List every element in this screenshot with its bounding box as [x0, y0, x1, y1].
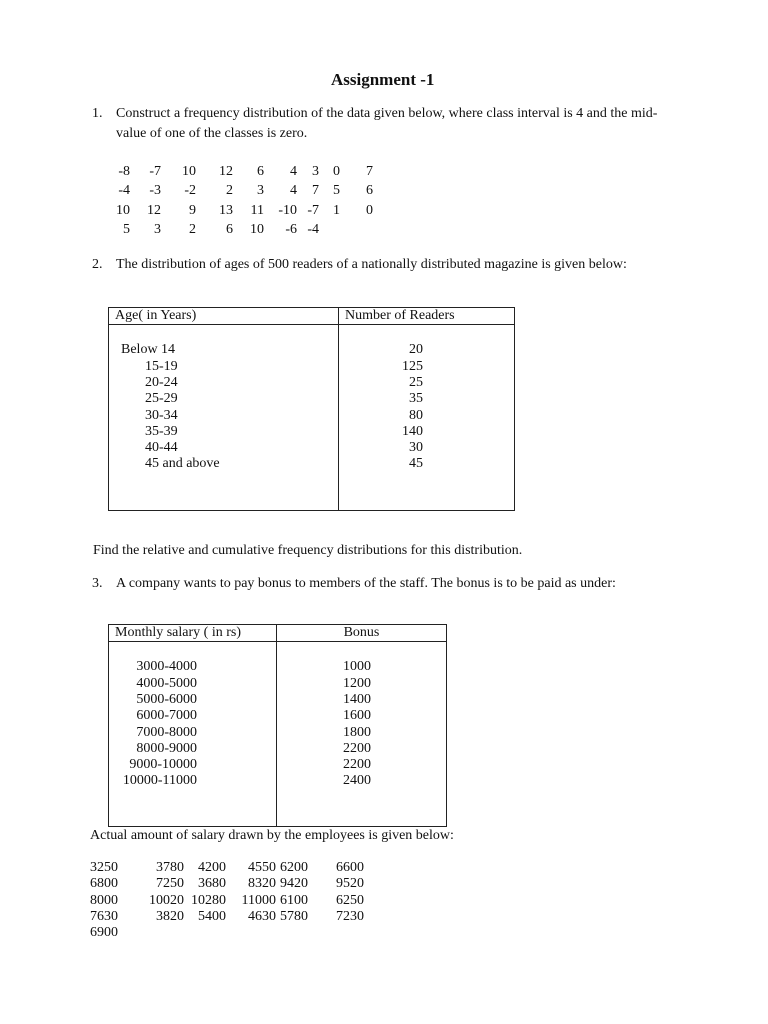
- data-value: 3: [154, 221, 161, 237]
- data-value: 6: [257, 164, 264, 179]
- data-value: -8: [118, 164, 130, 179]
- data-value: 0: [333, 164, 340, 179]
- data-value: 0: [366, 202, 373, 218]
- bonus-column: [277, 642, 447, 827]
- question-3-text: A company wants to pay bonus to members of the staff. The bonus is to be paid as under:: [116, 576, 616, 591]
- age-column: [109, 325, 339, 511]
- question-2-number: 2.: [92, 257, 103, 272]
- data-value: -6: [285, 221, 297, 237]
- salary-value: 9420: [280, 876, 308, 892]
- bonus-amount: 1800: [343, 724, 371, 740]
- data-value: 3: [257, 183, 264, 199]
- bonus-amount: 2200: [343, 740, 371, 756]
- age-group: 25-29: [145, 391, 178, 407]
- salary-value: 4550: [248, 860, 276, 875]
- salary-value: 7230: [336, 908, 364, 924]
- salary-value: 6250: [336, 892, 364, 908]
- question-3-follow-up: Actual amount of salary drawn by the employees is given below:: [90, 828, 454, 843]
- data-value: 4: [290, 183, 297, 199]
- salary-value: 6100: [280, 892, 308, 908]
- salary-value: 5780: [280, 908, 308, 924]
- assignment-title: Assignment -1: [331, 70, 435, 89]
- data-value: -7: [149, 164, 161, 179]
- reader-count: 25: [409, 375, 423, 390]
- salary-value: 8320: [248, 876, 276, 892]
- salary-value: 7630: [90, 908, 118, 924]
- salary-value: 3780: [156, 860, 184, 875]
- data-value: 2: [189, 221, 196, 237]
- salary-range-column: [109, 642, 277, 827]
- data-value: 7: [366, 164, 373, 179]
- data-value: -2: [184, 183, 196, 199]
- bonus-amount: 2200: [343, 757, 371, 773]
- question-2-follow-up: Find the relative and cumulative frequency distributions for this distribution.: [93, 543, 523, 558]
- salary-value: 9520: [336, 876, 364, 892]
- data-value: 4: [290, 164, 297, 179]
- data-value: 10: [116, 202, 130, 218]
- question-1-text-line2: value of one of the classes is zero.: [116, 126, 308, 141]
- salary-value: 6900: [90, 925, 118, 941]
- salary-value: 3680: [198, 876, 226, 892]
- data-value: 12: [219, 164, 233, 179]
- reader-count: 125: [402, 358, 423, 374]
- salary-value: 4630: [248, 908, 276, 924]
- data-value: 10: [182, 164, 196, 179]
- salary-value: 6600: [336, 860, 364, 875]
- data-value: 6: [226, 221, 233, 237]
- data-value: -7: [307, 202, 319, 218]
- salary-range: 6000-7000: [136, 708, 197, 724]
- data-value: -3: [149, 183, 161, 199]
- question-1-text-line1: Construct a frequency distribution of the data given below, where class interval is 4 and the mid-: [116, 106, 658, 121]
- salary-value: 6800: [90, 876, 118, 892]
- salary-value: 8000: [90, 892, 118, 908]
- data-value: 5: [333, 183, 340, 199]
- data-value: 11: [250, 202, 264, 218]
- salary-value: 4200: [198, 860, 226, 875]
- age-group: Below 14: [121, 342, 176, 358]
- question-2-text: The distribution of ages of 500 readers of a nationally distributed magazine is given below:: [116, 257, 627, 272]
- reader-count: 140: [402, 423, 423, 439]
- data-value: 6: [366, 183, 373, 199]
- data-value: 2: [226, 183, 233, 199]
- age-group: 30-34: [145, 407, 178, 423]
- reader-count: 80: [409, 407, 423, 423]
- question-3-number: 3.: [92, 576, 103, 591]
- bonus-amount: 1400: [343, 692, 371, 707]
- salary-range: 8000-9000: [136, 740, 197, 756]
- reader-count: 45: [409, 456, 423, 472]
- age-group: 40-44: [145, 440, 178, 456]
- reader-count: 35: [409, 391, 423, 407]
- bonus-amount: 1000: [343, 659, 371, 675]
- data-value: -4: [118, 183, 130, 199]
- salary-value: 3820: [156, 908, 184, 924]
- salary-range: 10000-11000: [122, 773, 197, 789]
- data-value: 5: [123, 221, 130, 237]
- salary-range: 5000-6000: [136, 692, 197, 707]
- salary-value: 5400: [198, 908, 226, 924]
- salary-value: 6200: [280, 860, 308, 875]
- data-value: 3: [312, 164, 319, 179]
- salary-range: 4000-5000: [136, 675, 197, 691]
- reader-count: 30: [409, 440, 423, 456]
- age-group: 35-39: [145, 423, 178, 439]
- salary-range: 7000-8000: [136, 724, 197, 740]
- data-value: 1: [333, 202, 340, 218]
- readers-column: [339, 325, 515, 511]
- salary-value: 10020: [149, 892, 184, 908]
- age-group: 45 and above: [145, 456, 220, 472]
- age-group: 20-24: [145, 375, 178, 390]
- bonus-amount: 1600: [343, 708, 371, 724]
- age-group: 15-19: [145, 358, 178, 374]
- age-distribution-table: [108, 307, 515, 511]
- salary-column-header: Monthly salary ( in rs): [109, 625, 277, 642]
- data-value: 12: [147, 202, 161, 218]
- age-column-header: Age( in Years): [109, 308, 339, 325]
- salary-value: 10280: [191, 892, 226, 908]
- data-value: -4: [307, 221, 319, 237]
- salary-value: 7250: [156, 876, 184, 892]
- salary-value: 3250: [90, 860, 118, 875]
- data-value: -10: [278, 202, 297, 218]
- data-value: 10: [250, 221, 264, 237]
- reader-count: 20: [409, 342, 423, 358]
- salary-value: 11000: [241, 892, 276, 908]
- question-1-number: 1.: [92, 106, 103, 121]
- bonus-column-header: Bonus: [277, 625, 447, 642]
- bonus-table: [108, 624, 447, 827]
- data-value: 13: [219, 202, 233, 218]
- data-value: 7: [312, 183, 319, 199]
- readers-column-header: Number of Readers: [339, 308, 515, 325]
- data-value: 9: [189, 202, 196, 218]
- salary-range: 3000-4000: [136, 659, 197, 675]
- bonus-amount: 2400: [343, 773, 371, 789]
- bonus-amount: 1200: [343, 675, 371, 691]
- salary-range: 9000-10000: [129, 757, 197, 773]
